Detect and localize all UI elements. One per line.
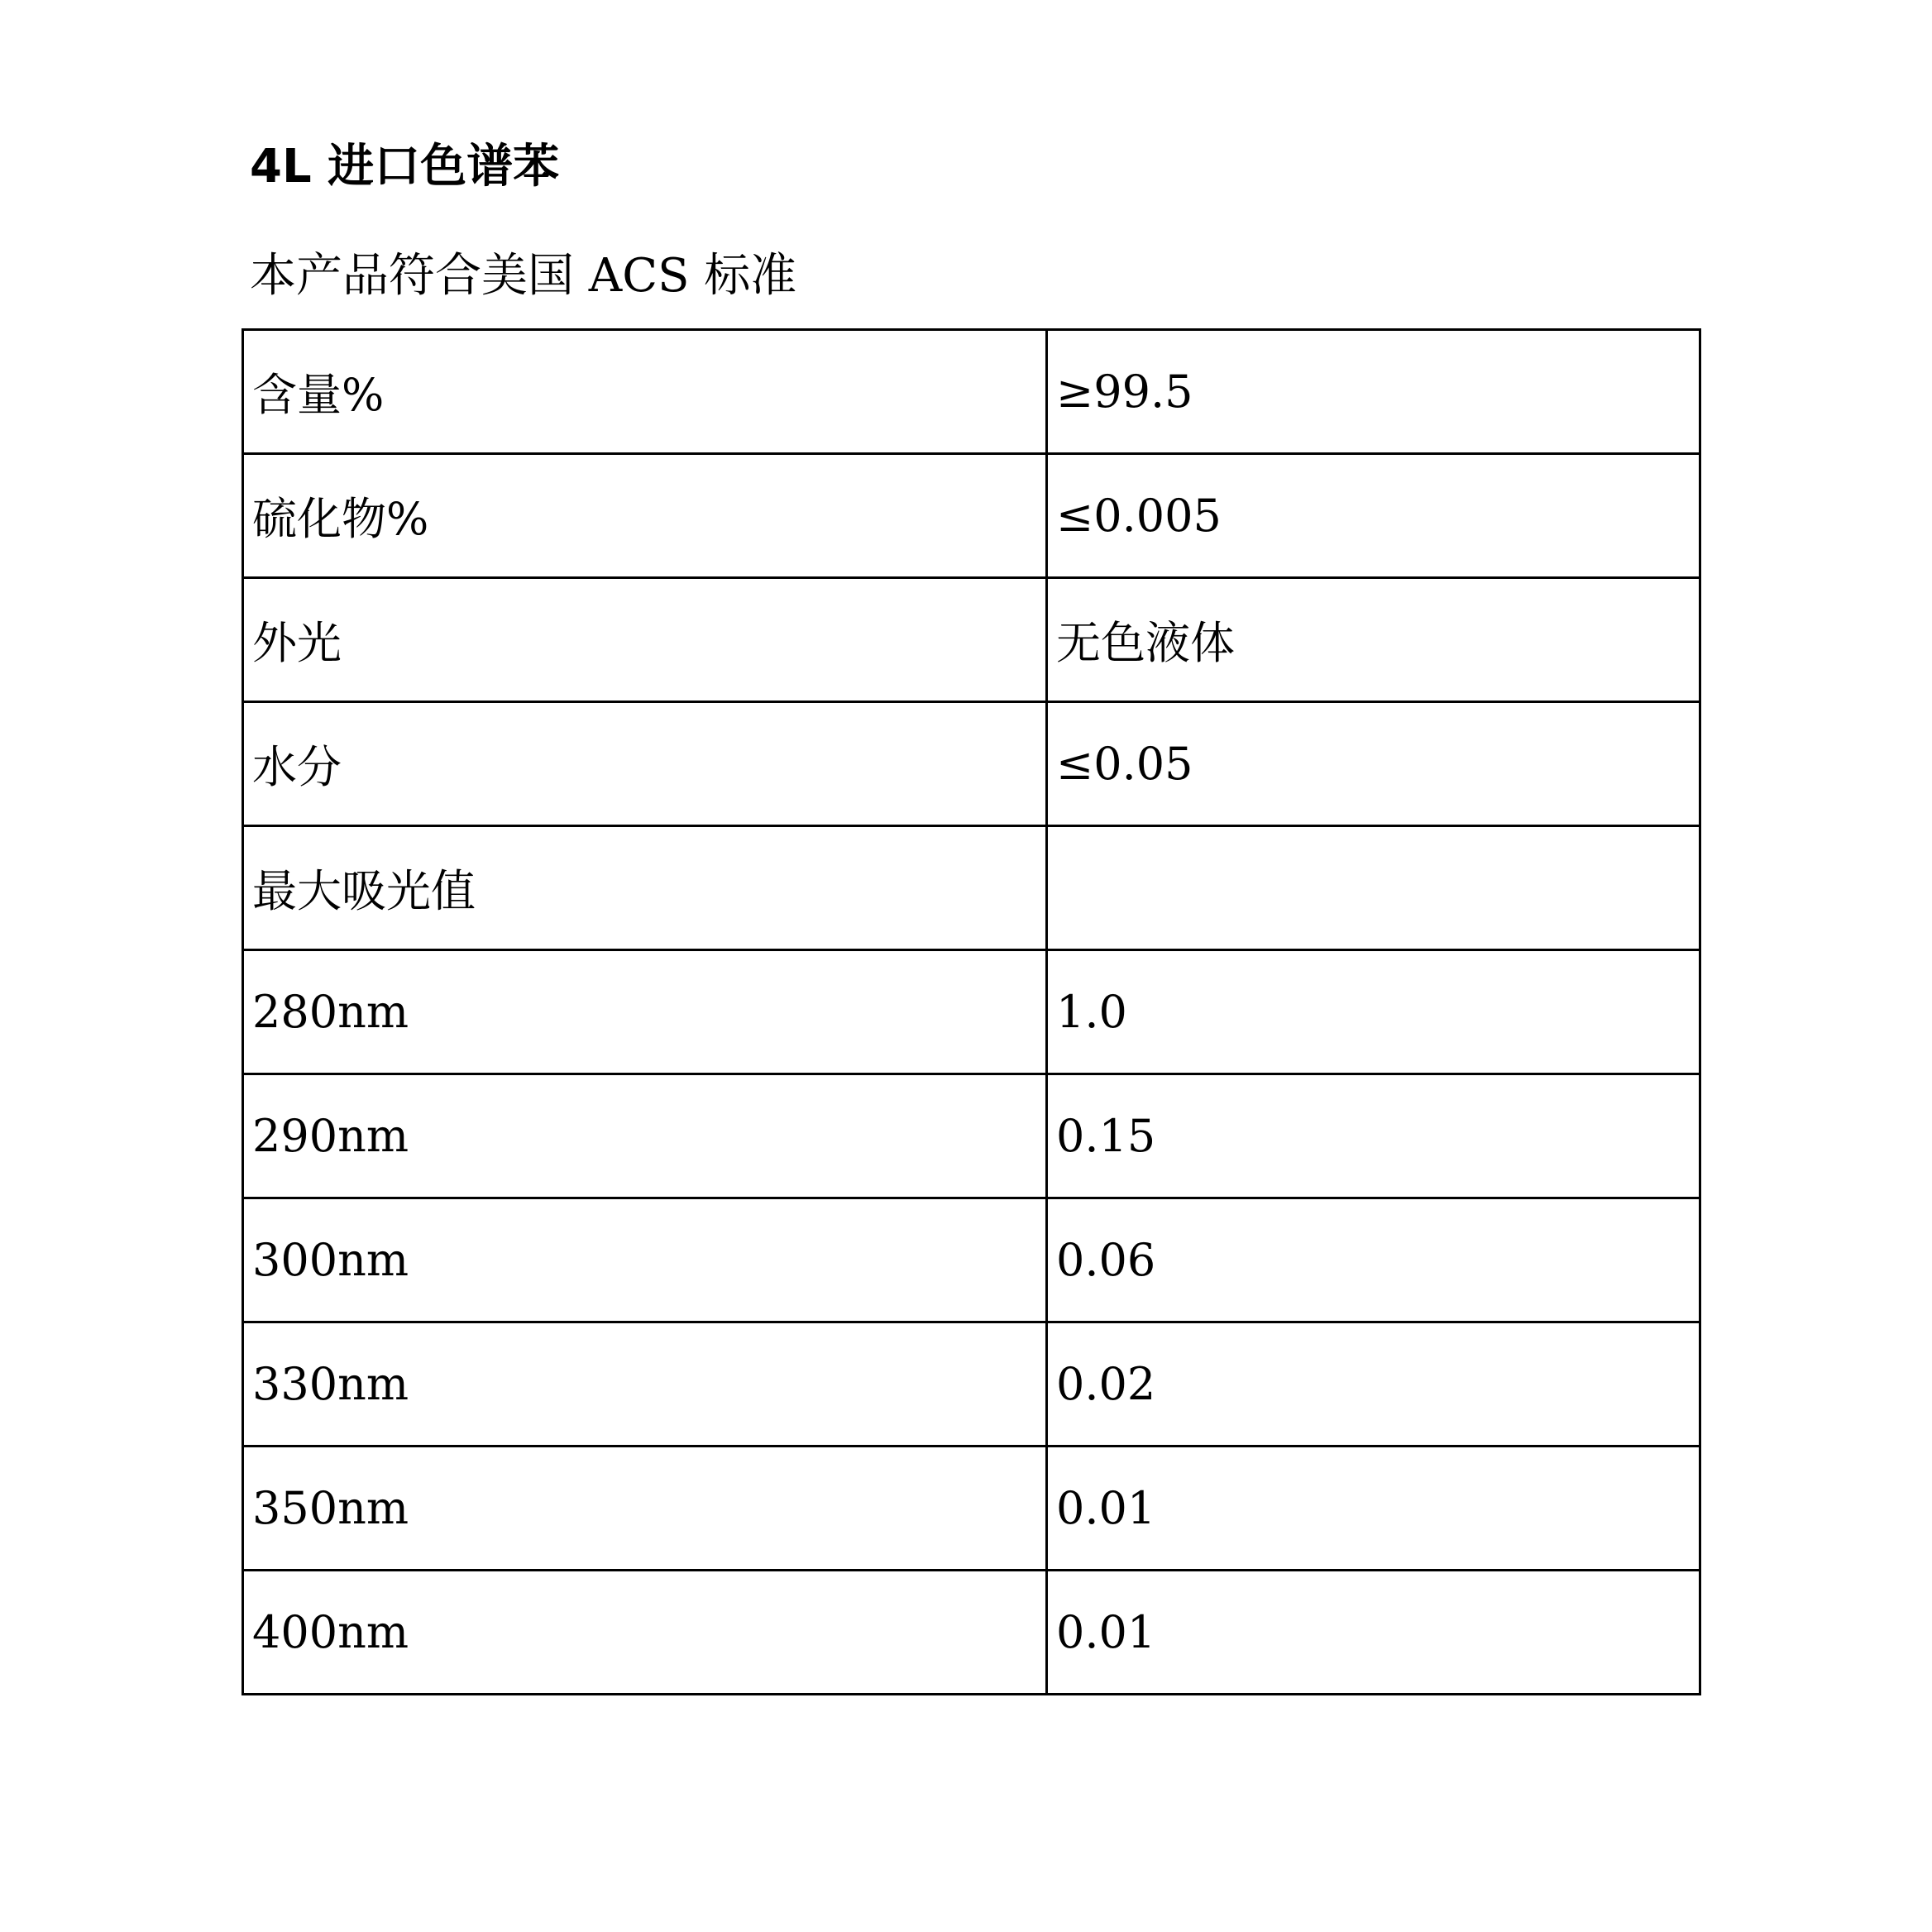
specification-table-body [243, 330, 1700, 1695]
spec-value-cell: 1.0 [1047, 950, 1700, 1074]
specification-table [242, 328, 1701, 1695]
document-subtitle: 本产品符合美国 ACS 标准 [250, 249, 797, 303]
spec-item-cell: 最大吸光值 [243, 826, 1047, 950]
spec-item-cell: 350nm [243, 1447, 1047, 1571]
spec-item-cell: 硫化物% [243, 454, 1047, 578]
table-row [243, 950, 1700, 1074]
spec-item-cell: 300nm [243, 1198, 1047, 1322]
table-row [243, 1074, 1700, 1198]
table-row [243, 578, 1700, 702]
spec-item-cell: 含量% [243, 330, 1047, 454]
spec-item-cell: 290nm [243, 1074, 1047, 1198]
spec-item-cell: 400nm [243, 1571, 1047, 1695]
spec-value-cell: 0.15 [1047, 1074, 1700, 1198]
spec-value-cell: 0.02 [1047, 1322, 1700, 1447]
table-row [243, 1198, 1700, 1322]
document-title: 4L 进口色谱苯 [250, 140, 560, 194]
spec-value-cell: 0.01 [1047, 1447, 1700, 1571]
table-row [243, 1571, 1700, 1695]
spec-item-cell: 330nm [243, 1322, 1047, 1447]
table-row [243, 1447, 1700, 1571]
spec-item-cell: 水分 [243, 702, 1047, 826]
spec-item-cell: 280nm [243, 950, 1047, 1074]
table-row [243, 330, 1700, 454]
spec-value-cell: 无色液体 [1047, 578, 1700, 702]
table-row [243, 454, 1700, 578]
spec-value-cell: ≤0.05 [1047, 702, 1700, 826]
spec-value-cell: ≤0.005 [1047, 454, 1700, 578]
spec-value-cell [1047, 826, 1700, 950]
table-row [243, 1322, 1700, 1447]
spec-value-cell: 0.06 [1047, 1198, 1700, 1322]
table-row [243, 702, 1700, 826]
spec-item-cell: 外光 [243, 578, 1047, 702]
table-row [243, 826, 1700, 950]
spec-value-cell: 0.01 [1047, 1571, 1700, 1695]
spec-value-cell: ≥99.5 [1047, 330, 1700, 454]
